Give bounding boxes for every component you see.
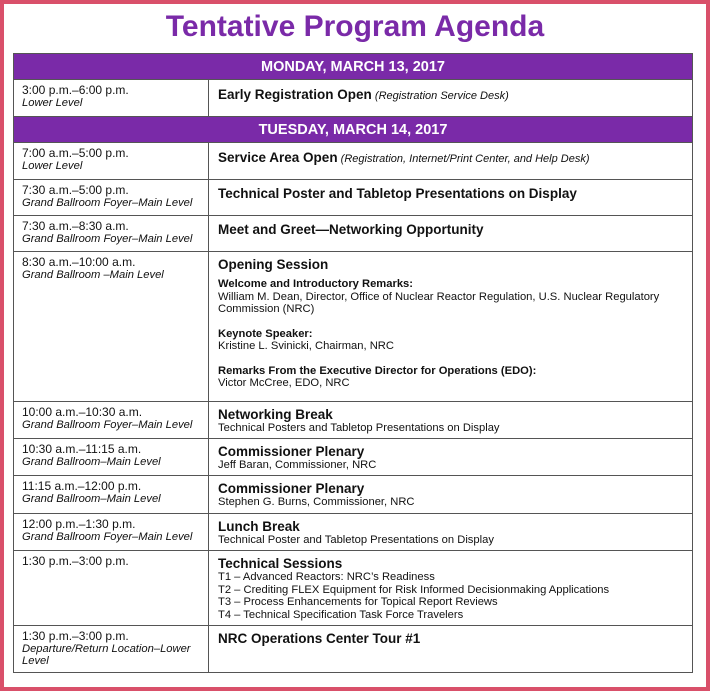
event-title: Networking Break xyxy=(218,407,333,422)
event-detail: Jeff Baran, Commissioner, NRC xyxy=(218,459,377,471)
event-cell xyxy=(209,143,692,179)
event-cell xyxy=(209,514,692,550)
time-cell xyxy=(14,551,209,625)
table-row xyxy=(14,402,692,439)
location: Grand Ballroom Foyer–Main Level xyxy=(22,531,193,543)
time-cell xyxy=(14,180,209,215)
event-cell xyxy=(209,551,692,625)
time-cell xyxy=(14,402,209,438)
remarks-heading: Remarks From the Executive Director for Operations (EDO): xyxy=(218,364,537,377)
table-row xyxy=(14,514,692,551)
table-row xyxy=(14,216,692,252)
location: Lower Level xyxy=(22,97,83,109)
table-row xyxy=(14,252,692,402)
location: Lower Level xyxy=(22,160,83,172)
time-cell xyxy=(14,216,209,251)
welcome-heading: Welcome and Introductory Remarks: xyxy=(218,278,413,290)
time-range: 3:00 p.m.–6:00 p.m. xyxy=(22,83,129,97)
location: Grand Ballroom Foyer–Main Level xyxy=(22,419,193,431)
event-detail: Stephen G. Burns, Commissioner, NRC xyxy=(218,496,415,508)
time-range: 10:30 a.m.–11:15 a.m. xyxy=(22,442,142,456)
time-range: 10:00 a.m.–10:30 a.m. xyxy=(22,405,143,419)
event-title: Lunch Break xyxy=(218,519,300,534)
table-row xyxy=(14,180,692,216)
event-cell xyxy=(209,252,692,401)
event-title: NRC Operations Center Tour #1 xyxy=(218,631,421,646)
time-range: 7:00 a.m.–5:00 p.m. xyxy=(22,146,129,160)
time-range: 12:00 p.m.–1:30 p.m. xyxy=(22,517,136,531)
page-title: Tentative Program Agenda xyxy=(165,10,545,43)
event-cell xyxy=(209,216,692,251)
table-row xyxy=(14,439,692,476)
event-cell xyxy=(209,402,692,438)
session-item: T1 – Advanced Reactors: NRC’s Readiness xyxy=(218,571,435,583)
event-title: Meet and Greet—Networking Opportunity xyxy=(218,222,484,237)
event-cell xyxy=(209,180,692,215)
table-row xyxy=(14,80,692,117)
session-item: T4 – Technical Specification Task Force Travelers xyxy=(218,608,464,621)
event-title: Opening Session xyxy=(218,257,329,272)
event-cell xyxy=(209,476,692,513)
event-note: (Registration Service Desk) xyxy=(374,90,509,102)
location-cont: Level xyxy=(22,655,49,667)
table-row xyxy=(14,143,692,180)
event-title: Early Registration Open xyxy=(218,87,372,102)
time-cell xyxy=(14,476,209,513)
location: Grand Ballroom–Main Level xyxy=(22,493,161,505)
time-cell xyxy=(14,626,209,672)
time-cell xyxy=(14,143,209,179)
time-range: 7:30 a.m.–5:00 p.m. xyxy=(22,183,129,197)
time-range: 7:30 a.m.–8:30 a.m. xyxy=(22,219,129,233)
event-cell xyxy=(209,80,692,116)
agenda-table xyxy=(13,53,693,673)
time-range: 8:30 a.m.–10:00 a.m. xyxy=(22,255,136,269)
keynote-speaker: Kristine L. Svinicki, Chairman, NRC xyxy=(218,340,394,352)
time-cell xyxy=(14,252,209,401)
session-item: T2 – Crediting FLEX Equipment for Risk Informed Decisionmaking Applications xyxy=(218,583,610,596)
event-title: Commissioner Plenary xyxy=(218,481,365,496)
event-note: (Registration, Internet/Print Center, and Help Desk) xyxy=(340,153,590,165)
event-title: Commissioner Plenary xyxy=(218,444,365,459)
event-title: Technical Poster and Tabletop Presentations on Display xyxy=(218,186,577,201)
time-cell xyxy=(14,514,209,550)
event-cell xyxy=(209,439,692,475)
welcome-speaker: William M. Dean, Director, Office of Nuclear Reactor Regulation, U.S. Nuclear Regulatory xyxy=(218,290,660,303)
time-cell xyxy=(14,439,209,475)
time-range: 1:30 p.m.–3:00 p.m. xyxy=(22,629,129,643)
event-title: Technical Sessions xyxy=(218,556,343,571)
location: Grand Ballroom –Main Level xyxy=(22,269,164,281)
time-cell xyxy=(14,80,209,116)
location: Grand Ballroom–Main Level xyxy=(22,456,161,468)
event-cell xyxy=(209,626,692,672)
table-row xyxy=(14,551,692,626)
table-row xyxy=(14,476,692,514)
event-detail: Technical Poster and Tabletop Presentations on Display xyxy=(218,534,494,546)
session-item: T3 – Process Enhancements for Topical Report Reviews xyxy=(218,596,498,608)
day-header-tuesday: TUESDAY, MARCH 14, 2017 xyxy=(14,117,692,143)
event-detail: Technical Posters and Tabletop Presentations on Display xyxy=(218,422,500,434)
day-header-monday: MONDAY, MARCH 13, 2017 xyxy=(14,54,692,80)
remarks-speaker: Victor McCree, EDO, NRC xyxy=(218,377,350,389)
event-title: Service Area Open xyxy=(218,150,338,165)
location: Grand Ballroom Foyer–Main Level xyxy=(22,233,193,245)
welcome-speaker-cont: Commission (NRC) xyxy=(218,303,315,315)
time-range: 1:30 p.m.–3:00 p.m. xyxy=(22,554,129,568)
table-row xyxy=(14,626,692,672)
keynote-heading: Keynote Speaker: xyxy=(218,327,313,340)
location: Departure/Return Location–Lower xyxy=(22,643,191,655)
time-range: 11:15 a.m.–12:00 p.m. xyxy=(22,479,142,493)
location: Grand Ballroom Foyer–Main Level xyxy=(22,197,193,209)
